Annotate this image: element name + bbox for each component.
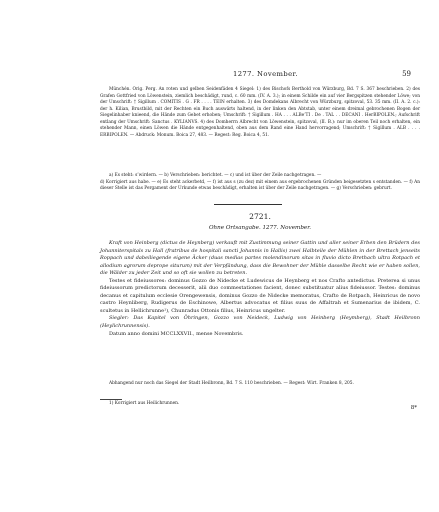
seal-text: Münchén. Orig. Perg. An roten und gelben Seidenfäden 4 Siegel: 1) des Bischofs Berthold von Würzburg, Bd. 7 S. 367 beschrieben. 2) des Grafen Gottfried von Löwenstein, ziemlich beschädigt, rund, c. 60 mm. (IV. A. 3.); in einem Schilde ein auf vier Bergspitzen stehender Löwe; von der Umschrift: † Sigillum . COMITIS . G . FR . . . . TEIN erhalten. 3) des Domdekans Albrecht von Würzburg, spitzoval, 53. 35 mm. (II. A. 2. c.): der h. Kilian, Brustbild, mit der Rechten ein Buch auswärts haltend, in der linken den Abtstab, unter einem dreimal gebrochenen Bogen der Siegelinhaber knieend, die Hände zum Gebet erhoben; Umschrift: † Sigillum . HA . . . ALBe’TI . De . TAL . . DECANI . HerBIPOLEN.; Aufschrift entlang der Umschrift: Sanctus . KYLIANVS. 4) des Domherrn Albrecht von Löwenstein, spitzoval, (II. B.): nur im oberen Teil noch erhalten, ein stehender Mann, einen Löwen die Hände entgegenhaltend, oben aus dem Rand eine Hand hervorragend; Umschrift: † Sigillum . ALB . . . . ERBIPOLEN. — Abdruck: Monum. Boica 27, 483. — Regest: Reg. Boica 4, 51. (100, 87, 420, 138)
document-witnesses: Testes et fideiussores: dominus Gozzo de Nidecke et Ludewicus de Heynberg et nos Crafto antedictus. Preterea si unus fideiussorum predictorum decesserit, alii duo commestationes facient, donec substituatur alius fideiussor. Testes: dominus decanus et capitulum ecclesie Orengewensis, dominus Gozzo de Nidecke memoratus, Crafto de Rotpach, Heinricus de novo castro Heynliberg, Rudigerus de Eschinowe, Albertus advocatus et filius suus de Affaltrah et Sumenarius de ibidem, C. scultetus in Hellichrunne¹), Chunradus Ottonis filius, Heinricus ungelter. (100, 277, 420, 314)
page-number: 59 (402, 70, 411, 78)
footnote-text: 1) Korrigiert aus Heilichrunnen. (109, 401, 180, 406)
footnote (100, 401, 420, 408)
footnote-rule (100, 399, 122, 400)
source-text: Abhangend nur noch das Siegel der Stadt Heilbronn, Bd. 7 S. 110 beschrieben. — Regest: Wirt. Franken 8, 205. (109, 381, 354, 386)
document-place-date: Ohne Ortsangabe. 1277. November. (208, 225, 312, 231)
document-number: 2721. (249, 212, 271, 221)
section-divider (214, 204, 282, 205)
signature-mark: 8* (410, 405, 417, 411)
seal-description (100, 87, 420, 139)
variant-notes-line-2: d) Korrigiert aus habe. — e) Es steht ackerbetd, — f) ist aus s (zu dez) mit einem aus ergebrochenen Gründen beigesetzten s entstanden. — f) An dieser Stelle ist das Pergament der Urkunde etwas beschädigt, erhalten ist über der Zeile nachgetragen. — g) Verschrieben: gebrurt. (100, 179, 420, 192)
document-body (100, 240, 420, 338)
document-regest: Kraft von Heinberg (dictus de Heynberg) verkauft mit Zustimmung seiner Gattin und aller seiner Erben den Brüdern des Johanniterspitals zu Hall (fratribus de hospitali sancti Johannis in Hallis) zwei Halbteile der Mühlen in der Brettach jenseits Roppach und dabeiliegende eigene Äcker (duas medias partes molendinorum sitas in fluvio dicto Brethach ultra Rotpach et allodium agrorum deprope siturum) mit der Verpfändung, dass die Bewohner der Mühle dasselbe Recht wie er haben sollen, die Wälder zu jeder Zeit und so oft sie wollen zu betreten. (100, 240, 420, 277)
document-sealers: Siegler: Das Kapitel von Öhringen, Gozzo von Neideck, Ludwig von Heinberg (Heymberg), Stadt Heilbronn (Heylichrunnensis). (100, 315, 420, 330)
document-datum: Datum anno domini MCCLXXVII., mense Novembris. (109, 330, 244, 337)
header-year: 1277. November. (232, 70, 298, 78)
running-header (100, 70, 411, 80)
variant-notes (100, 173, 420, 193)
source-note (100, 381, 420, 388)
variant-notes-line-1: a) Es steht: s’wirdern. — b) Verschrieben: berichtet. — c) und ist über der Zeile nachgetragen. — (109, 173, 322, 178)
